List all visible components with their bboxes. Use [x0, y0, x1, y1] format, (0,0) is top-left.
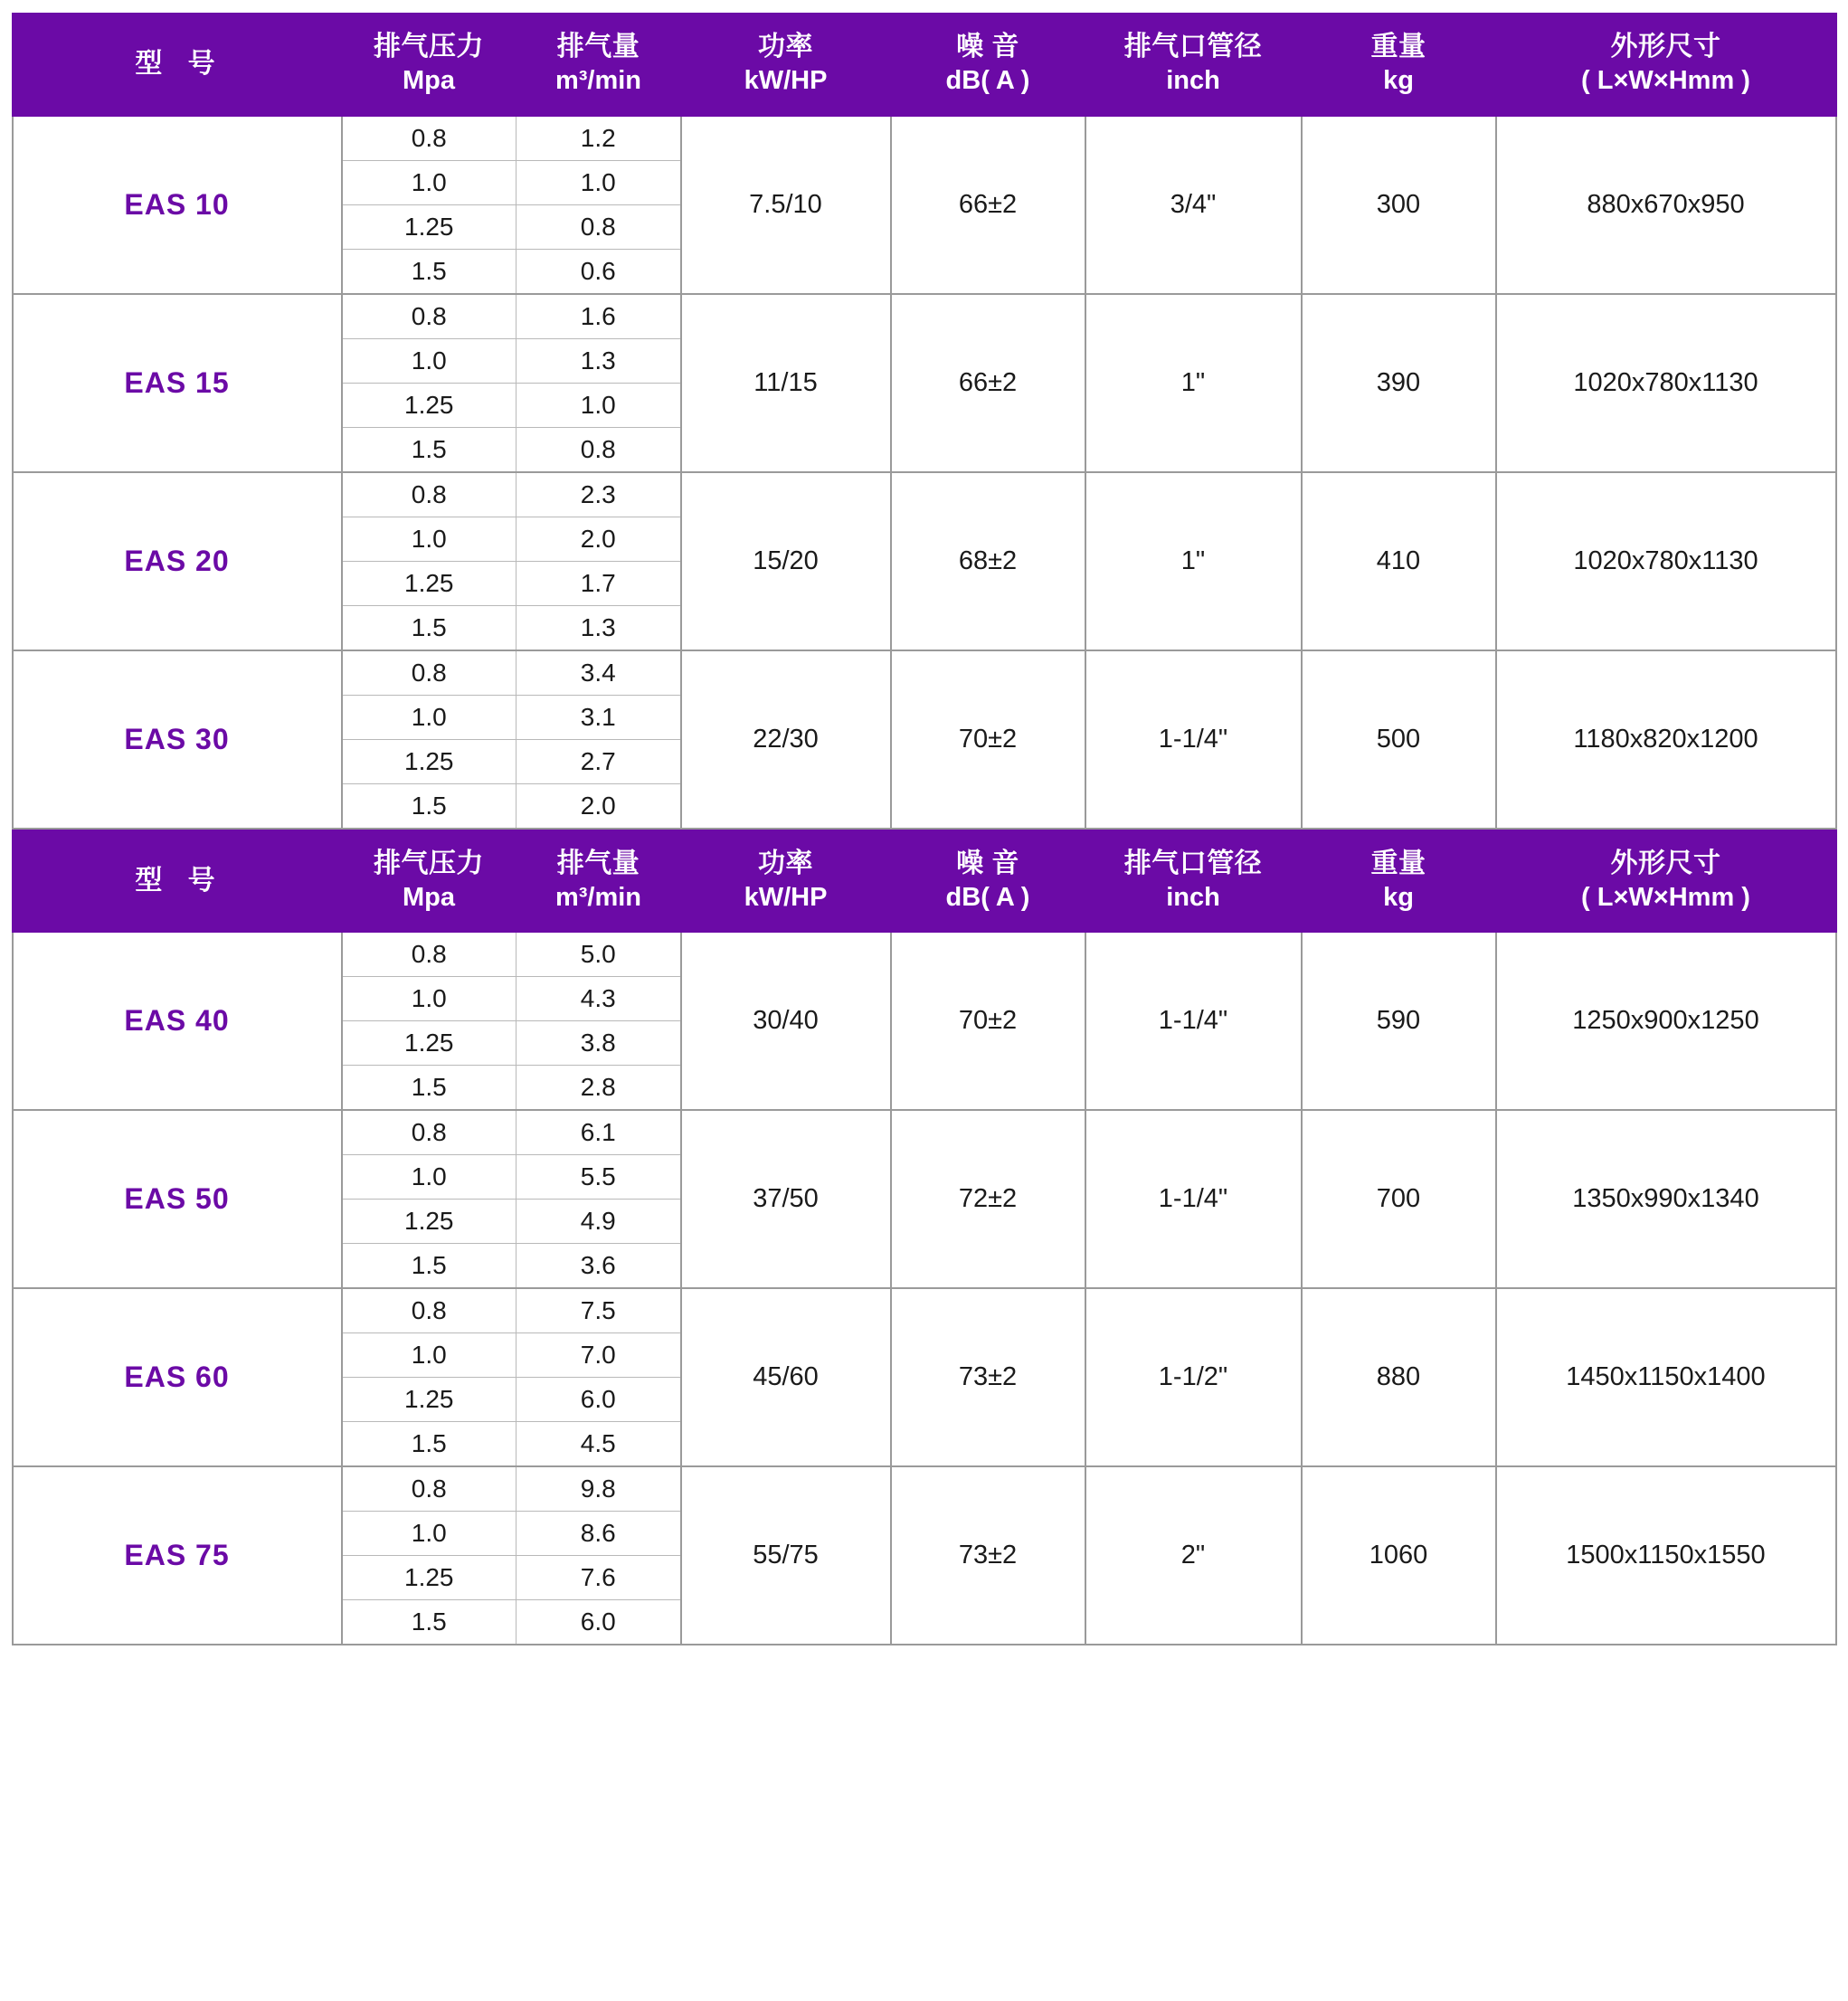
cell-port: 2" [1085, 1466, 1302, 1645]
cell-pressure: 1.5 [342, 1600, 516, 1645]
column-header-dimension [1496, 830, 1836, 933]
cell-pressure: 0.8 [342, 116, 516, 161]
cell-flow: 1.7 [516, 561, 681, 605]
cell-dimension: 880x670x950 [1496, 116, 1836, 294]
spec-table-1 [12, 13, 1837, 830]
cell-flow: 2.8 [516, 1066, 681, 1111]
header-label-dimension: 外形尺寸 [1610, 848, 1721, 878]
cell-power: 22/30 [681, 650, 891, 829]
header-label-flow: 排气量 [556, 848, 640, 878]
cell-port: 1" [1085, 294, 1302, 472]
cell-pressure: 1.5 [342, 1244, 516, 1289]
cell-noise: 73±2 [891, 1466, 1085, 1645]
cell-noise: 68±2 [891, 472, 1085, 650]
cell-flow: 1.0 [516, 383, 681, 427]
cell-port: 1-1/4" [1085, 1110, 1302, 1288]
header-label-noise: 噪 音 [956, 32, 1019, 62]
header-label-port: 排气口管径 [1123, 848, 1263, 878]
cell-port: 1-1/2" [1085, 1288, 1302, 1466]
cell-flow: 3.1 [516, 695, 681, 739]
cell-flow: 9.8 [516, 1466, 681, 1512]
cell-dimension: 1180x820x1200 [1496, 650, 1836, 829]
cell-pressure: 0.8 [342, 932, 516, 977]
cell-pressure: 1.5 [342, 1066, 516, 1111]
table-body-2 [13, 932, 1836, 1645]
cell-flow: 4.5 [516, 1422, 681, 1467]
cell-weight: 1060 [1302, 1466, 1496, 1645]
cell-flow: 1.3 [516, 338, 681, 383]
column-header-flow [516, 14, 681, 116]
cell-pressure: 0.8 [342, 1288, 516, 1333]
column-header-model [13, 14, 342, 116]
cell-flow: 8.6 [516, 1512, 681, 1556]
cell-pressure: 1.25 [342, 1021, 516, 1066]
header-unit-power: kW/HP [744, 882, 828, 912]
table-row [13, 116, 1836, 161]
cell-pressure: 1.0 [342, 160, 516, 204]
cell-pressure: 1.5 [342, 605, 516, 650]
table-row [13, 1466, 1836, 1512]
cell-flow: 5.5 [516, 1155, 681, 1200]
cell-port: 1-1/4" [1085, 650, 1302, 829]
column-header-weight [1302, 14, 1496, 116]
header-unit-weight: kg [1383, 66, 1414, 95]
cell-pressure: 1.25 [342, 739, 516, 783]
cell-model: EAS 75 [13, 1466, 342, 1645]
table-row [13, 294, 1836, 339]
header-unit-noise: dB( A ) [945, 882, 1030, 912]
cell-pressure: 1.25 [342, 383, 516, 427]
cell-model: EAS 10 [13, 116, 342, 294]
cell-pressure: 1.0 [342, 1512, 516, 1556]
cell-model: EAS 40 [13, 932, 342, 1110]
cell-flow: 6.0 [516, 1378, 681, 1422]
header-unit-power: kW/HP [744, 66, 828, 95]
cell-flow: 1.2 [516, 116, 681, 161]
header-label-noise: 噪 音 [956, 848, 1019, 878]
cell-pressure: 1.0 [342, 977, 516, 1021]
cell-weight: 410 [1302, 472, 1496, 650]
cell-flow: 0.8 [516, 204, 681, 249]
header-label-weight: 重量 [1370, 32, 1426, 62]
header-unit-flow: m³/min [554, 66, 642, 95]
cell-flow: 3.4 [516, 650, 681, 696]
cell-flow: 1.3 [516, 605, 681, 650]
table-header-2 [13, 830, 1836, 933]
cell-noise: 66±2 [891, 116, 1085, 294]
cell-model: EAS 15 [13, 294, 342, 472]
table-row [13, 650, 1836, 696]
cell-pressure: 1.25 [342, 1556, 516, 1600]
cell-power: 30/40 [681, 932, 891, 1110]
column-header-noise [891, 14, 1085, 116]
cell-pressure: 1.0 [342, 1155, 516, 1200]
cell-dimension: 1500x1150x1550 [1496, 1466, 1836, 1645]
header-label-weight: 重量 [1370, 848, 1426, 878]
cell-flow: 1.0 [516, 160, 681, 204]
header-label-pressure: 排气压力 [374, 848, 484, 878]
cell-pressure: 1.5 [342, 783, 516, 829]
header-unit-dimension: ( L×W×Hmm ) [1581, 882, 1750, 912]
column-header-pressure [342, 830, 516, 933]
cell-pressure: 0.8 [342, 472, 516, 517]
cell-flow: 7.6 [516, 1556, 681, 1600]
cell-model: EAS 30 [13, 650, 342, 829]
header-row [13, 830, 1836, 933]
header-label-power: 功率 [758, 32, 813, 62]
cell-pressure: 0.8 [342, 1466, 516, 1512]
column-header-dimension [1496, 14, 1836, 116]
header-unit-pressure: Mpa [403, 66, 455, 95]
table-row [13, 472, 1836, 517]
cell-weight: 300 [1302, 116, 1496, 294]
table-row [13, 1110, 1836, 1155]
cell-pressure: 1.5 [342, 427, 516, 472]
cell-power: 37/50 [681, 1110, 891, 1288]
cell-noise: 70±2 [891, 932, 1085, 1110]
cell-dimension: 1020x780x1130 [1496, 472, 1836, 650]
cell-flow: 3.6 [516, 1244, 681, 1289]
column-header-noise [891, 830, 1085, 933]
table-row [13, 1288, 1836, 1333]
cell-model: EAS 50 [13, 1110, 342, 1288]
cell-dimension: 1350x990x1340 [1496, 1110, 1836, 1288]
cell-power: 7.5/10 [681, 116, 891, 294]
cell-pressure: 1.0 [342, 1333, 516, 1378]
header-label-port: 排气口管径 [1123, 32, 1263, 62]
cell-power: 45/60 [681, 1288, 891, 1466]
cell-pressure: 0.8 [342, 650, 516, 696]
cell-pressure: 1.25 [342, 1200, 516, 1244]
cell-flow: 3.8 [516, 1021, 681, 1066]
cell-pressure: 1.25 [342, 204, 516, 249]
cell-dimension: 1020x780x1130 [1496, 294, 1836, 472]
cell-port: 1" [1085, 472, 1302, 650]
cell-power: 55/75 [681, 1466, 891, 1645]
header-unit-port: inch [1166, 66, 1220, 95]
cell-pressure: 1.0 [342, 695, 516, 739]
header-label-dimension: 外形尺寸 [1610, 32, 1721, 62]
header-unit-weight: kg [1383, 882, 1414, 912]
cell-flow: 2.0 [516, 783, 681, 829]
cell-flow: 0.6 [516, 249, 681, 294]
column-header-port [1085, 830, 1302, 933]
table-row [13, 932, 1836, 977]
cell-pressure: 0.8 [342, 1110, 516, 1155]
table-header-1 [13, 14, 1836, 116]
column-header-power [681, 830, 891, 933]
column-header-model [13, 830, 342, 933]
cell-power: 15/20 [681, 472, 891, 650]
column-header-power [681, 14, 891, 116]
cell-flow: 6.1 [516, 1110, 681, 1155]
cell-weight: 700 [1302, 1110, 1496, 1288]
cell-flow: 0.8 [516, 427, 681, 472]
spec-table-2 [12, 830, 1837, 1646]
header-label-power: 功率 [758, 848, 813, 878]
cell-port: 1-1/4" [1085, 932, 1302, 1110]
table-body-1 [13, 116, 1836, 829]
column-header-port [1085, 14, 1302, 116]
header-row [13, 14, 1836, 116]
cell-pressure: 1.0 [342, 517, 516, 561]
cell-noise: 73±2 [891, 1288, 1085, 1466]
column-header-pressure [342, 14, 516, 116]
header-label-pressure: 排气压力 [374, 32, 484, 62]
cell-pressure: 1.5 [342, 1422, 516, 1467]
cell-pressure: 1.25 [342, 561, 516, 605]
column-header-flow [516, 830, 681, 933]
cell-model: EAS 20 [13, 472, 342, 650]
cell-dimension: 1450x1150x1400 [1496, 1288, 1836, 1466]
cell-flow: 4.3 [516, 977, 681, 1021]
cell-noise: 70±2 [891, 650, 1085, 829]
header-label-model: 型 号 [135, 48, 224, 79]
cell-power: 11/15 [681, 294, 891, 472]
cell-weight: 390 [1302, 294, 1496, 472]
cell-flow: 5.0 [516, 932, 681, 977]
header-unit-port: inch [1166, 882, 1220, 912]
column-header-weight [1302, 830, 1496, 933]
cell-flow: 1.6 [516, 294, 681, 339]
cell-noise: 72±2 [891, 1110, 1085, 1288]
cell-flow: 2.7 [516, 739, 681, 783]
cell-flow: 2.0 [516, 517, 681, 561]
cell-flow: 7.5 [516, 1288, 681, 1333]
cell-weight: 500 [1302, 650, 1496, 829]
header-unit-flow: m³/min [554, 882, 642, 912]
cell-pressure: 1.25 [342, 1378, 516, 1422]
cell-flow: 7.0 [516, 1333, 681, 1378]
cell-noise: 66±2 [891, 294, 1085, 472]
header-unit-noise: dB( A ) [945, 66, 1030, 95]
cell-dimension: 1250x900x1250 [1496, 932, 1836, 1110]
header-unit-pressure: Mpa [403, 882, 455, 912]
cell-weight: 590 [1302, 932, 1496, 1110]
cell-pressure: 1.5 [342, 249, 516, 294]
cell-flow: 2.3 [516, 472, 681, 517]
cell-port: 3/4" [1085, 116, 1302, 294]
cell-model: EAS 60 [13, 1288, 342, 1466]
cell-pressure: 1.0 [342, 338, 516, 383]
header-label-flow: 排气量 [556, 32, 640, 62]
cell-flow: 6.0 [516, 1600, 681, 1645]
cell-flow: 4.9 [516, 1200, 681, 1244]
header-label-model: 型 号 [135, 865, 224, 896]
header-unit-dimension: ( L×W×Hmm ) [1581, 66, 1750, 95]
cell-pressure: 0.8 [342, 294, 516, 339]
cell-weight: 880 [1302, 1288, 1496, 1466]
